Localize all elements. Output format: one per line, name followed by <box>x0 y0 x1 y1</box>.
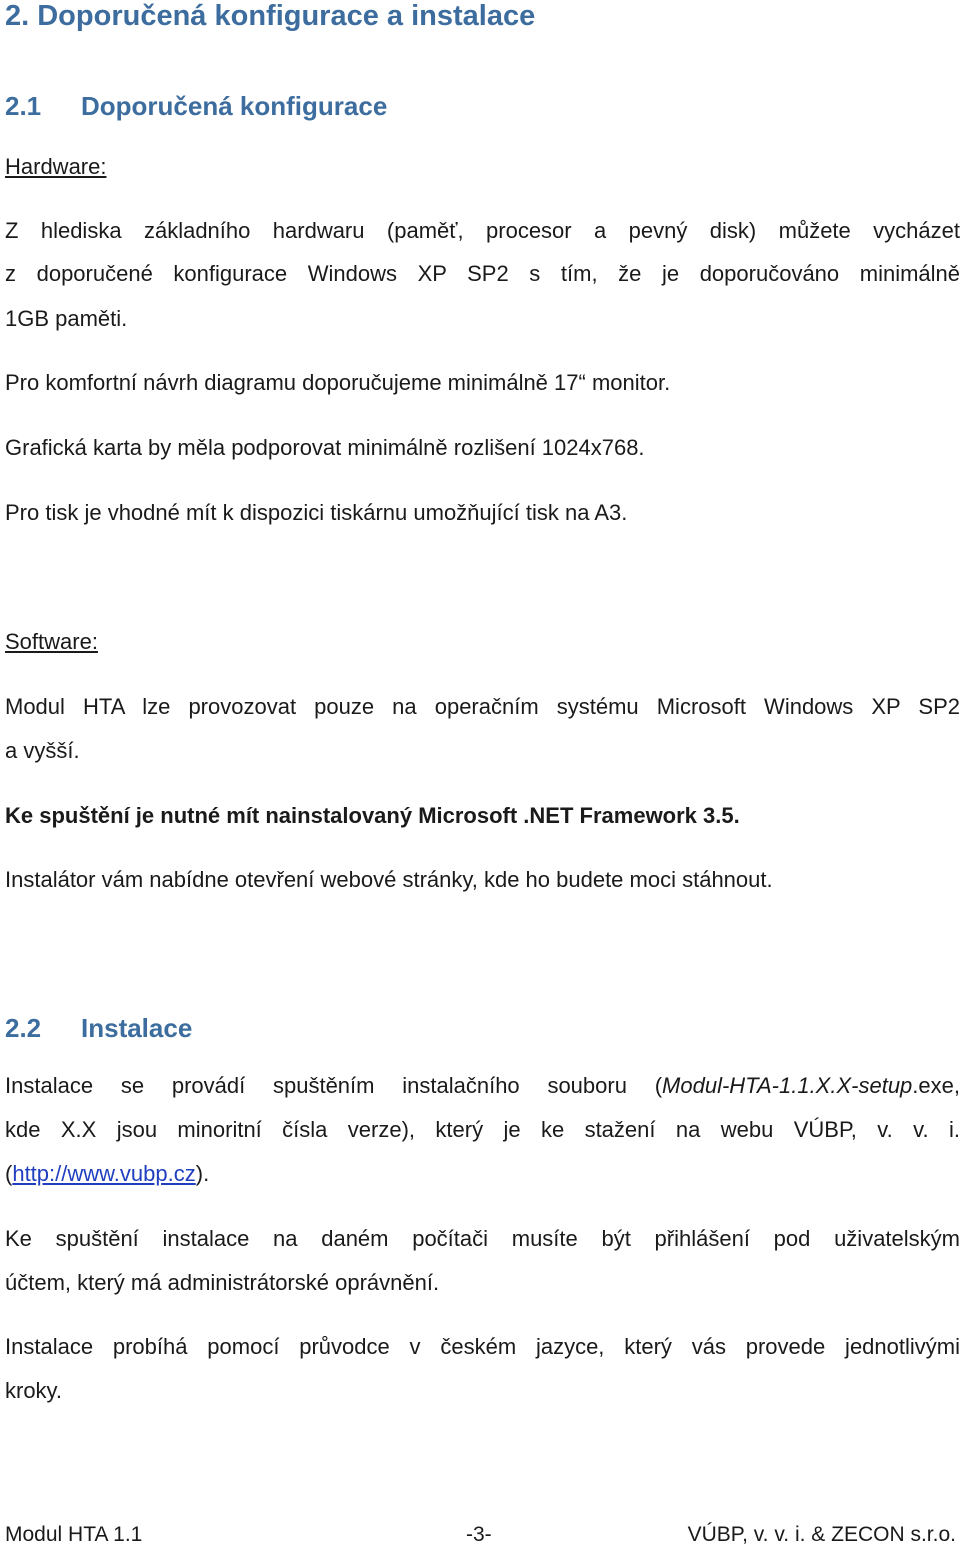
hardware-para-1-line-2: z doporučené konfigurace Windows XP SP2 s tím, že je doporučováno minimálně <box>5 261 960 286</box>
install-para-1-line-2: kde X.X jsou minoritní čísla verze), který je ke stažení na webu VÚBP, v. v. i. <box>5 1117 960 1142</box>
footer-right: VÚBP, v. v. i. & ZECON s.r.o. <box>687 1523 956 1546</box>
hardware-label: Hardware: <box>5 154 107 179</box>
software-para-2-bold: Ke spuštění je nutné mít nainstalovaný Microsoft .NET Framework 3.5. <box>5 803 740 828</box>
page-title: 2. Doporučená konfigurace a instalace <box>5 0 536 32</box>
section-title: Instalace <box>81 1013 193 1043</box>
software-label: Software: <box>5 629 98 654</box>
text: ( <box>5 1161 13 1186</box>
hardware-para-1-line-1: Z hlediska základního hardwaru (paměť, procesor a pevný disk) můžete vycházet <box>5 218 960 243</box>
section-number: 2.2 <box>5 1013 42 1043</box>
install-para-3-line-1: Instalace probíhá pomocí průvodce v českém jazyce, který vás provede jednotlivými <box>5 1334 960 1359</box>
section-heading-2-1 <box>5 91 387 122</box>
install-para-1-line-1 <box>5 1075 960 1097</box>
section-heading-2-2 <box>5 1013 192 1044</box>
install-para-3-line-2: kroky. <box>5 1378 63 1403</box>
hardware-para-3: Grafická karta by měla podporovat minimálně rozlišení 1024x768. <box>5 435 645 460</box>
vubp-link[interactable]: http://www.vubp.cz <box>12 1161 196 1186</box>
software-para-1-line-1: Modul HTA lze provozovat pouze na operačním systému Microsoft Windows XP SP2 <box>5 694 960 719</box>
footer-left: Modul HTA 1.1 <box>5 1523 143 1546</box>
text: ). <box>195 1161 210 1186</box>
section-number: 2.1 <box>5 91 42 121</box>
text: Instalace se provádí spuštěním instalačního souboru ( <box>5 1073 663 1098</box>
hardware-para-4: Pro tisk je vhodné mít k dispozici tiskárnu umožňující tisk na A3. <box>5 500 628 525</box>
setup-filename: Modul-HTA-1.1.X.X-setup <box>662 1073 913 1098</box>
install-para-2-line-2: účtem, který má administrátorské oprávnění. <box>5 1270 440 1295</box>
install-para-1-line-3 <box>5 1163 209 1185</box>
hardware-para-1-line-3: 1GB paměti. <box>5 306 128 331</box>
install-para-2-line-1: Ke spuštění instalace na daném počítači musíte být přihlášení pod uživatelským <box>5 1226 960 1251</box>
section-title: Doporučená konfigurace <box>81 91 388 121</box>
software-para-3: Instalátor vám nabídne otevření webové stránky, kde ho budete moci stáhnout. <box>5 867 773 892</box>
footer-page-number: -3- <box>466 1523 492 1546</box>
software-para-1-line-2: a vyšší. <box>5 738 80 763</box>
hardware-para-2: Pro komfortní návrh diagramu doporučujeme minimálně 17“ monitor. <box>5 370 671 395</box>
text: .exe, <box>912 1073 960 1098</box>
